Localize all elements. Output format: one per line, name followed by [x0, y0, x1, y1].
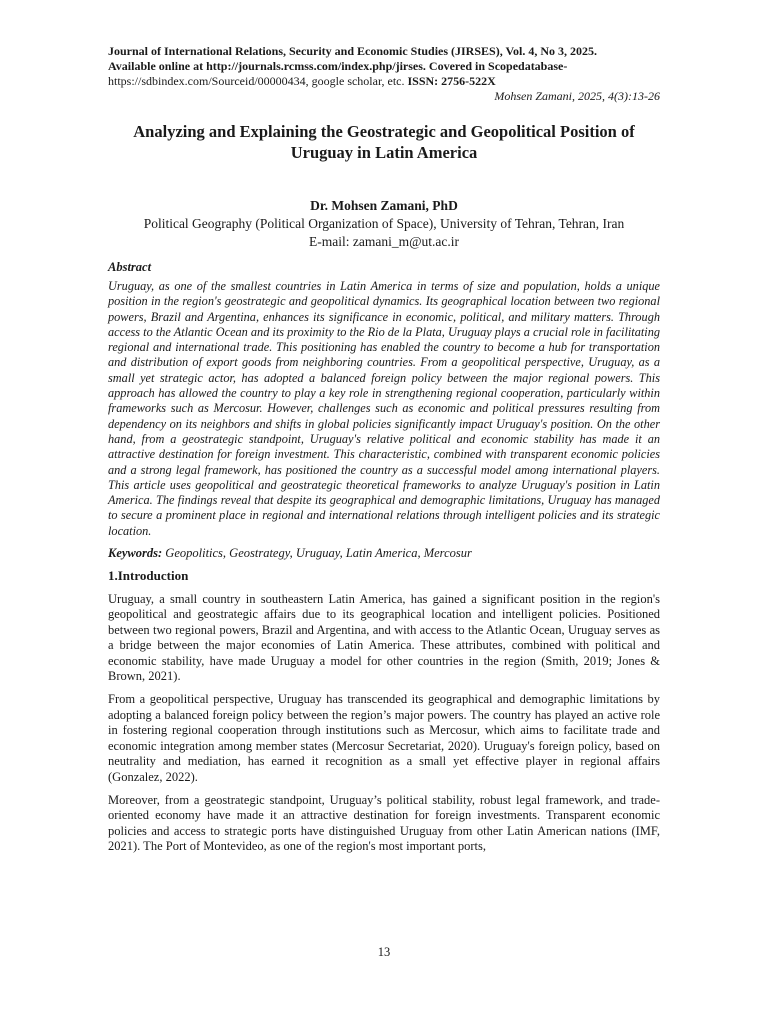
author-email: E-mail: zamani_m@ut.ac.ir: [308, 234, 459, 249]
body-paragraph: From a geopolitical perspective, Uruguay has transcended its geographical and demographic limitations by adopting a balanced foreign policy between the region’s major powers. The country has played an active role in fostering regional cooperation through institutions such as Mercosur, which aims to facilitate trade and economic integration among member states (Mercosur Secretariat, 2020). Uruguay's foreign policy, based on neutrality and mediation, has earned it recognition as a small yet effective player in regional affairs (Gonzalez, 2022).: [108, 692, 660, 784]
journal-index-text: https://sdbindex.com/Sourceid/00000434, google scholar, etc.: [108, 74, 408, 88]
keywords-list: Geopolitics, Geostrategy, Uruguay, Latin America, Mercosur: [162, 546, 472, 561]
article-title: Analyzing and Explaining the Geostrategic and Geopolitical Position of Uruguay in Latin America: [133, 122, 635, 162]
keywords: [108, 545, 660, 561]
journal-header-line2: Available online at http://journals.rcmss.com/index.php/jirses. Covered in Scopedatabase-: [108, 59, 568, 73]
journal-header-line1: Journal of International Relations, Security and Economic Studies (JIRSES), Vol. 4, No 3, 2025.: [108, 44, 598, 58]
keywords-label: Keywords:: [108, 546, 163, 561]
abstract-heading: Abstract: [108, 260, 152, 274]
body-paragraph: Moreover, from a geostrategic standpoint, Uruguay’s political stability, robust legal framework, and trade-oriented economy have made it an attractive destination for foreign investments. Transparent economic policies and access to strategic ports have distinguished Uruguay from other Latin American nations (IMF, 2021). The Port of Montevideo, as one of the region's most important ports,: [108, 792, 660, 854]
author-affiliation: Political Geography (Political Organization of Space), University of Tehran, Tehran, Iran: [143, 216, 625, 231]
article-citation: Mohsen Zamani, 2025, 4(3):13-26: [494, 89, 660, 103]
author-name: Dr. Mohsen Zamani, PhD: [310, 198, 458, 213]
page-number: 13: [377, 945, 391, 959]
body-paragraph: Uruguay, a small country in southeastern Latin America, has gained a significant position in the region's geopolitical and geostrategic affairs due to its geographical location and intelligent policies. Positioned between two regional powers, Brazil and Argentina, and with access to the Atlantic Ocean, Uruguay serves as a bridge between the major economies of Latin America. These attributes, combined with political and economic stability, have made Uruguay a model for other countries in the region (Smith, 2019; Jones & Brown, 2021).: [108, 592, 660, 684]
journal-issn: ISSN: 2756-522X: [407, 74, 496, 88]
journal-header-line3: [108, 74, 660, 89]
journal-header: [108, 44, 660, 104]
section-heading-introduction: 1.Introduction: [108, 568, 189, 584]
abstract-text: Uruguay, as one of the smallest countries in Latin America in terms of size and population, holds a unique position in the region's geostrategic and geopolitical dynamics. Its geographical location between two regional powers, Brazil and Argentina, enhances its significance in economic, political, and military matters. Through access to the Atlantic Ocean and its proximity to the Rio de la Plata, Uruguay plays a crucial role in facilitating regional and international trade. This positioning has enabled the country to become a hub for transportation and distribution of export goods from neighboring countries. From a geopolitical perspective, Uruguay, as a small yet strategic actor, has adopted a balanced foreign policy between the major regional powers. This approach has allowed the country to play a key role in strengthening regional cooperation, particularly within frameworks such as Mercosur. However, challenges such as economic and political pressures resulting from dependency on its neighbors and shifts in global policies significantly impact Uruguay's position. On the other hand, from a geostrategic standpoint, Uruguay's relative political and economic stability has made it an attractive destination for foreign investment. This characteristic, combined with transparent economic policies and a strong legal framework, has positioned the country as a successful model among international players. This article uses geopolitical and geostrategic theoretical frameworks to analyze Uruguay's position in Latin America. The findings reveal that despite its geographical and demographic limitations, Uruguay has managed to secure a prominent place in regional and international relations through intelligent policies and its strategic location.: [108, 279, 660, 538]
